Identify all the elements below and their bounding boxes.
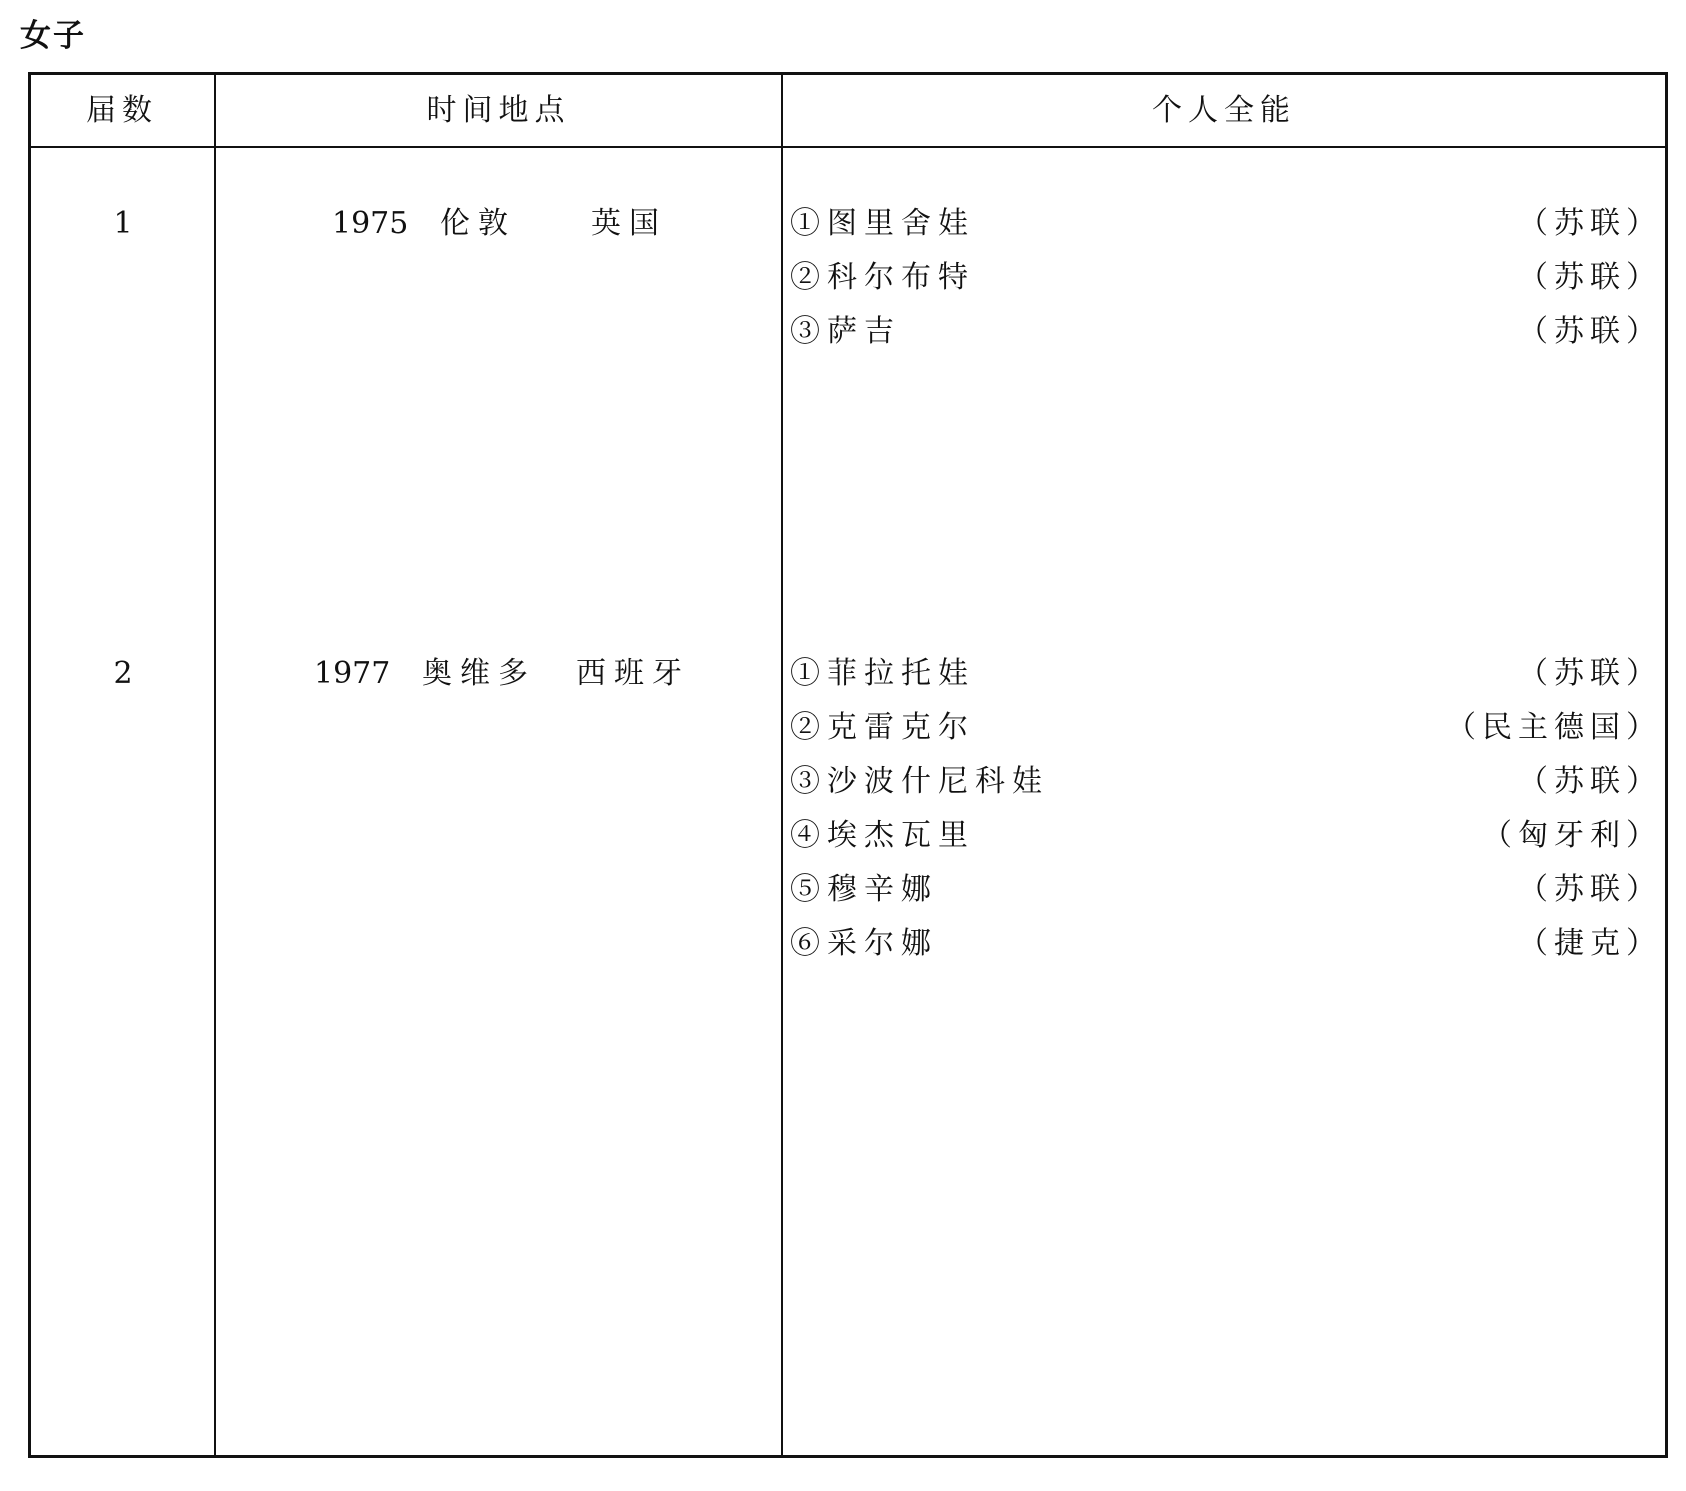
event-city: 伦敦 xyxy=(440,206,516,241)
athlete-country: （民主德国） xyxy=(1446,710,1662,745)
column-divider xyxy=(781,72,783,1458)
athlete-name: ②克雷克尔 xyxy=(790,710,975,745)
athlete-country: （苏联） xyxy=(1518,314,1662,349)
event-country: 西班牙 xyxy=(576,656,690,691)
header-edition: 届数 xyxy=(86,93,158,128)
athlete-name: ①菲拉托娃 xyxy=(790,656,975,691)
list-item xyxy=(790,814,1662,868)
athlete-name: ③沙波什尼科娃 xyxy=(790,764,1049,799)
athlete-country: （苏联） xyxy=(1518,764,1662,799)
athlete-country: （苏联） xyxy=(1518,206,1662,241)
edition-number: 2 xyxy=(113,656,133,691)
list-item xyxy=(790,256,1662,310)
athlete-country: （捷克） xyxy=(1518,926,1662,961)
section-title: 女子 xyxy=(20,18,86,54)
list-item xyxy=(790,760,1662,814)
athlete-country: （苏联） xyxy=(1518,260,1662,295)
athlete-country: （苏联） xyxy=(1518,656,1662,691)
athlete-name: ⑥采尔娜 xyxy=(790,926,938,961)
list-item xyxy=(790,706,1662,760)
event-city: 奥维多 xyxy=(422,656,536,691)
list-item xyxy=(790,868,1662,922)
athlete-name: ④埃杰瓦里 xyxy=(790,818,975,853)
header-divider xyxy=(28,146,1668,148)
athlete-country: （匈牙利） xyxy=(1482,818,1662,853)
time-place xyxy=(216,652,782,696)
time-place xyxy=(216,202,782,246)
header-all-around: 个人全能 xyxy=(1152,93,1296,128)
athlete-name: ⑤穆辛娜 xyxy=(790,872,938,907)
header-time-place: 时间地点 xyxy=(426,93,571,128)
athlete-name: ①图里舍娃 xyxy=(790,206,975,241)
list-item xyxy=(790,922,1662,976)
list-item xyxy=(790,310,1662,364)
edition-number: 1 xyxy=(113,206,133,241)
athlete-country: （苏联） xyxy=(1518,872,1662,907)
event-country: 英国 xyxy=(591,206,667,241)
column-divider xyxy=(214,72,216,1458)
athlete-name: ③萨吉 xyxy=(790,314,901,349)
athlete-name: ②科尔布特 xyxy=(790,260,975,295)
list-item xyxy=(790,202,1662,256)
list-item xyxy=(790,652,1662,706)
event-year: 1977 xyxy=(314,656,391,691)
event-year: 1975 xyxy=(332,206,409,241)
